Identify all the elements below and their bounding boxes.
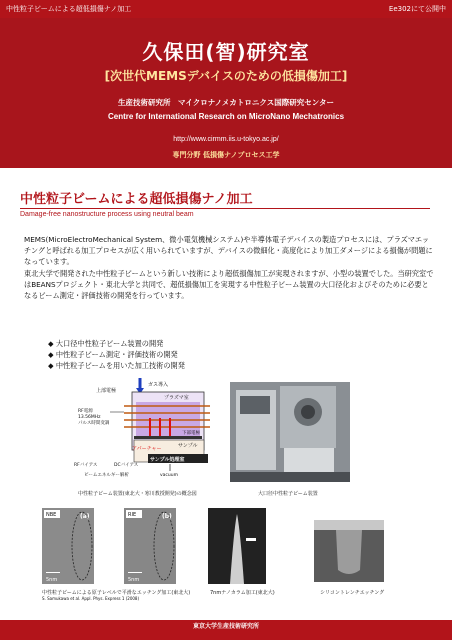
sem2-caption: シリコントレンチエッチング — [320, 590, 385, 596]
intro-paragraph: MEMS(MicroElectroMechanical System、微小電気機械システム)や半導体電子デバイスの製造プロセスには、プラズマエッチングと呼ばれる加工プロセスが広く用いられていますが、デバイスの微細化・高度化により加工ダメージによる損傷が問題になっています。 — [24, 235, 433, 267]
topic-item: ◆ 中性粒子ビームを用いた加工技術の開発 — [48, 360, 185, 371]
institute-en: Centre for International Research on MicroNano Mechatronics — [107, 112, 345, 121]
vacuum-label: vacuum — [160, 473, 178, 478]
equipment-photo — [230, 382, 350, 482]
analyzer-label: ビームエネルギー解析 — [84, 473, 129, 478]
tem-reference: S. Samukawa et al. Appl. Phys. Express 1 (2008) — [42, 596, 140, 601]
tem-nbe-image — [42, 508, 94, 584]
research-paragraph: 東北大学で開発された中性粒子ビームという新しい技術により超低損傷加工が実現されますが、小型の装置でした。当研究室ではBEANSプロジェクト・東北大学と共同で、超低損傷加工を実現する中性粒子ビーム装置の大口径化およびそのために必要となるビーム測定・評価技術の開発を行っています。 — [24, 269, 434, 301]
tem-tag-a: (a) — [80, 513, 90, 520]
diagram-caption: 中性粒子ビーム装置(東北大・寒川教授開発)の概念図 — [78, 491, 197, 497]
dc-bias-label: DCバイアス — [114, 463, 139, 468]
sem1-caption: 7nmナノカラム加工(東北大) — [210, 590, 275, 596]
topic-item: ◆ 大口径中性粒子ビーム装置の開発 — [48, 338, 185, 349]
aperture-label: アパーチャー — [132, 446, 162, 452]
content-panel — [12, 170, 440, 625]
tem-nbe-label: NBE — [46, 512, 57, 518]
lower-electrode-label: 下部電極 — [182, 431, 200, 436]
sem-trench-image — [314, 520, 384, 582]
top-bar — [0, 0, 452, 18]
research-topics — [48, 338, 185, 371]
photo-caption: 大口径中性粒子ビーム装置 — [258, 491, 318, 497]
topbar-title: 中性粒子ビームによる超低損傷ナノ加工 — [6, 5, 132, 13]
sample-label: サンプル — [178, 443, 198, 449]
apparatus-diagram — [74, 378, 224, 483]
tem-tag-b: (b) — [162, 513, 172, 520]
rf-bias-label: RFバイアス — [74, 463, 98, 468]
lab-title: 久保田(智)研究室 — [142, 40, 310, 64]
sem-nanocolumn-image — [208, 508, 266, 584]
tem-scale-b: 5nm — [128, 577, 140, 583]
gas-inlet-label: ガス導入 — [148, 382, 169, 388]
header-banner — [0, 18, 452, 168]
tem-scale-a: 5nm — [46, 577, 58, 583]
tem-caption: 中性粒子ビームによる原子レベルで平滑なエッチング加工(東北大) — [42, 590, 191, 596]
plasma-label: プラズマ室 — [164, 395, 189, 401]
topic-item: ◆ 中性粒子ビーム測定・評価技術の開発 — [48, 349, 185, 360]
upper-electrode-label: 上部電極 — [96, 388, 117, 394]
chamber-label: サンプル処理室 — [150, 457, 185, 463]
tem-rie-label: RIE — [128, 512, 137, 518]
lab-url[interactable]: http://www.cirmm.iis.u-tokyo.ac.jp/ — [173, 136, 279, 143]
footer-bar — [0, 620, 452, 640]
section-divider — [20, 208, 430, 209]
footer-text: 東京大学生産技術研究所 — [192, 623, 259, 630]
section-subtitle: Damage-free nanostructure process using neutral beam — [20, 211, 194, 218]
section-title: 中性粒子ビームによる超低損傷ナノ加工 — [20, 192, 253, 207]
institute-jp: 生産技術研究所 マイクロナノメカトロニクス国際研究センター — [118, 98, 334, 107]
topbar-location: Ee302にて公開中 — [388, 5, 446, 13]
lab-subtitle: [次世代MEMSデバイスのための低損傷加工] — [104, 69, 348, 83]
specialty-field: 専門分野 低損傷ナノプロセス工学 — [172, 151, 280, 159]
tem-rie-image — [124, 508, 176, 584]
rf-source-label: RF電源 13.56MHz パルス時間変調 — [78, 409, 110, 426]
